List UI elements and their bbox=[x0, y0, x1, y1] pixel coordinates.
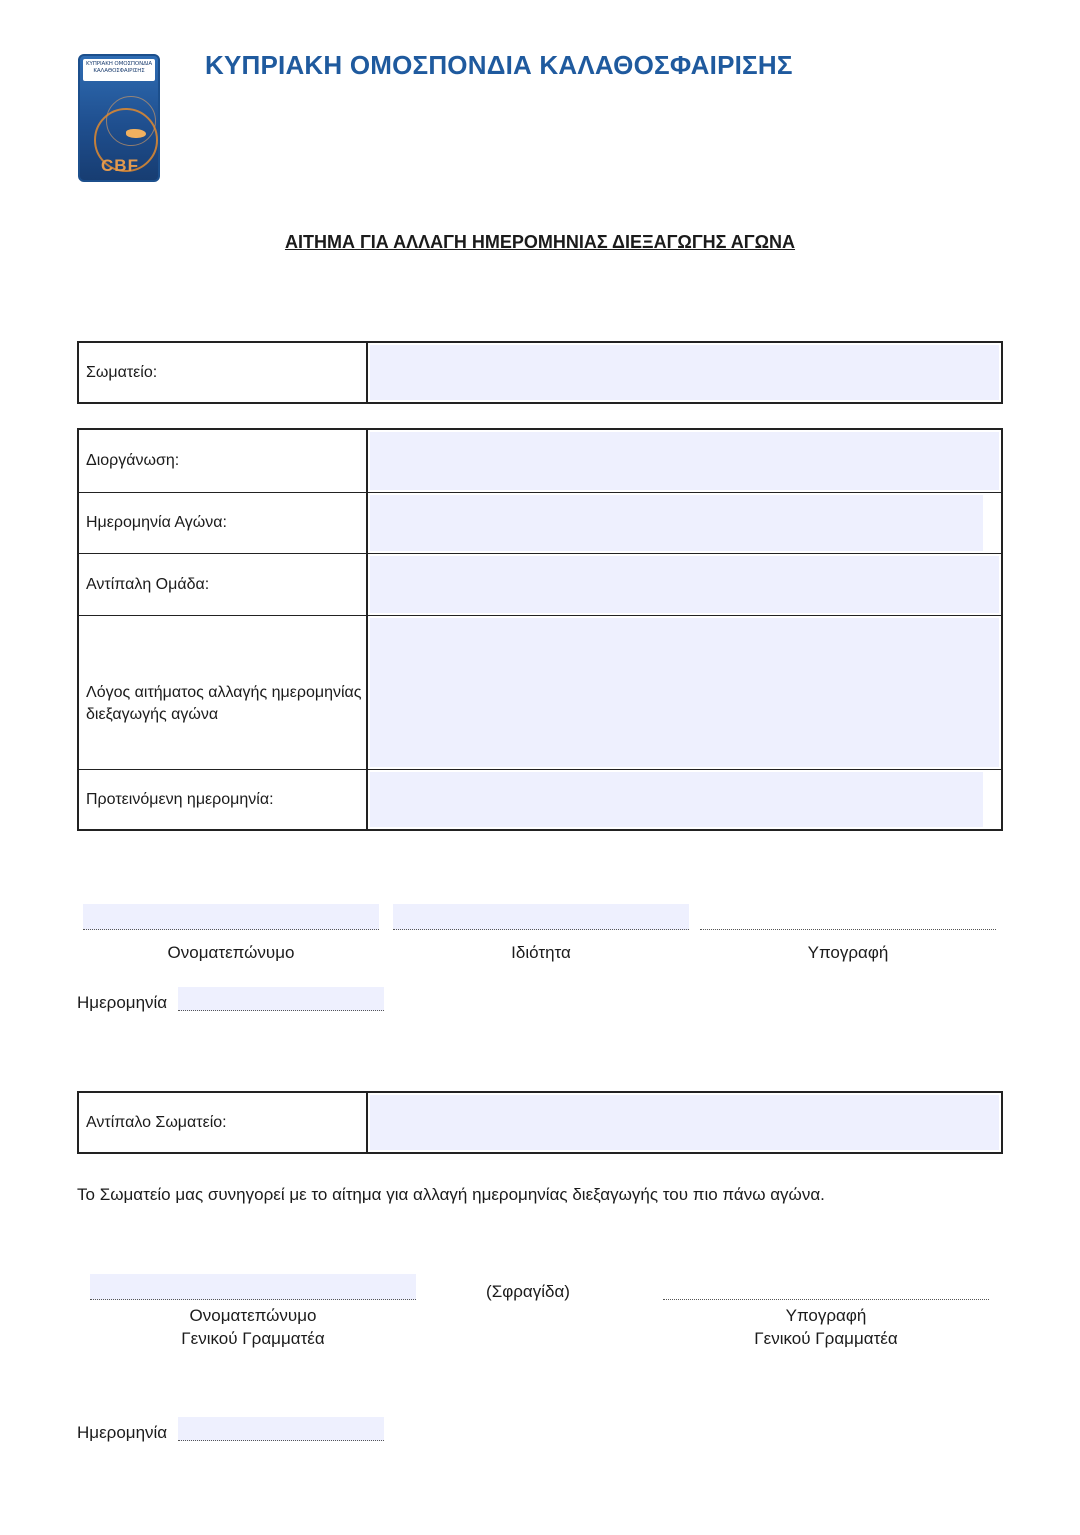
secretary-date-input[interactable] bbox=[178, 1417, 384, 1441]
table-row bbox=[79, 615, 1001, 769]
applicant-signature-line[interactable] bbox=[700, 904, 996, 930]
club-table bbox=[77, 341, 1003, 404]
secretary-date-label: Ημερομηνία bbox=[77, 1423, 168, 1442]
applicant-role-caption: Ιδιότητα bbox=[511, 943, 571, 962]
opponent-team-input[interactable] bbox=[370, 556, 999, 613]
club-row bbox=[79, 343, 1001, 402]
secretary-signature-line[interactable] bbox=[663, 1274, 989, 1300]
match-date-label: Ημερομηνία Αγώνα: bbox=[79, 493, 368, 553]
opponent-club-input[interactable] bbox=[370, 1095, 999, 1150]
table-row bbox=[79, 430, 1001, 492]
competition-label: Διοργάνωση: bbox=[79, 430, 368, 492]
secretary-name-input[interactable] bbox=[90, 1274, 416, 1300]
secretary-signature-caption-line1: Υπογραφή bbox=[785, 1306, 867, 1325]
match-details-table bbox=[77, 428, 1003, 831]
applicant-signature-caption: Υπογραφή bbox=[807, 943, 889, 962]
reason-input[interactable] bbox=[370, 618, 999, 767]
logo-top-text: ΚΥΠΡΙΑΚΗ ΟΜΟΣΠΟΝΔΙΑ ΚΑΛΑΘΟΣΦΑΙΡΙΣΗΣ bbox=[86, 61, 152, 74]
applicant-role-input[interactable] bbox=[393, 904, 689, 930]
stamp-caption: (Σφραγίδα) bbox=[486, 1282, 570, 1301]
opponent-club-label: Αντίπαλο Σωματείο: bbox=[79, 1093, 368, 1152]
opponent-team-label: Αντίπαλη Ομάδα: bbox=[79, 554, 368, 615]
applicant-date-label: Ημερομηνία bbox=[77, 993, 168, 1012]
secretary-name-caption bbox=[90, 1304, 416, 1350]
organization-name: ΚΥΠΡΙΑΚΗ ΟΜΟΣΠΟΝΔΙΑ ΚΑΛΑΘΟΣΦΑΙΡΙΣΗΣ bbox=[205, 50, 793, 80]
opponent-club-table bbox=[77, 1091, 1003, 1154]
secretary-signature-caption-line2: Γενικού Γραμματέα bbox=[754, 1329, 898, 1348]
table-row bbox=[79, 769, 1001, 829]
form-title: ΑΙΤΗΜΑ ΓΙΑ ΑΛΛΑΓΗ ΗΜΕΡΟΜΗΝΙΑΣ ΔΙΕΞΑΓΩΓΗΣ ΑΓΩΝΑ bbox=[284, 232, 796, 252]
competition-input[interactable] bbox=[370, 432, 999, 490]
applicant-name-caption: Ονοματεπώνυμο bbox=[167, 943, 295, 962]
cbf-logo bbox=[78, 54, 160, 182]
reason-label: Λόγος αιτήματος αλλαγής ημερομηνίας διεξαγωγής αγώνα bbox=[79, 616, 368, 769]
table-row bbox=[79, 553, 1001, 615]
proposed-date-input[interactable] bbox=[370, 772, 983, 827]
cyprus-map-icon bbox=[126, 129, 146, 138]
secretary-name-caption-line1: Ονοματεπώνυμο bbox=[189, 1306, 317, 1325]
match-date-input[interactable] bbox=[370, 495, 983, 551]
applicant-name-input[interactable] bbox=[83, 904, 379, 930]
secretary-signature-caption bbox=[663, 1304, 989, 1350]
applicant-date-input[interactable] bbox=[178, 987, 384, 1011]
club-input[interactable] bbox=[370, 345, 999, 400]
consent-text: Το Σωματείο μας συνηγορεί με το αίτημα για αλλαγή ημερομηνίας διεξαγωγής του πιο πάνω αγώνα. bbox=[77, 1185, 825, 1204]
proposed-date-label: Προτεινόμενη ημερομηνία: bbox=[79, 770, 368, 829]
table-row bbox=[79, 492, 1001, 553]
secretary-name-caption-line2: Γενικού Γραμματέα bbox=[181, 1329, 325, 1348]
opponent-club-row bbox=[79, 1093, 1001, 1152]
club-label: Σωματείο: bbox=[79, 343, 368, 402]
logo-abbr: CBF bbox=[101, 156, 139, 175]
